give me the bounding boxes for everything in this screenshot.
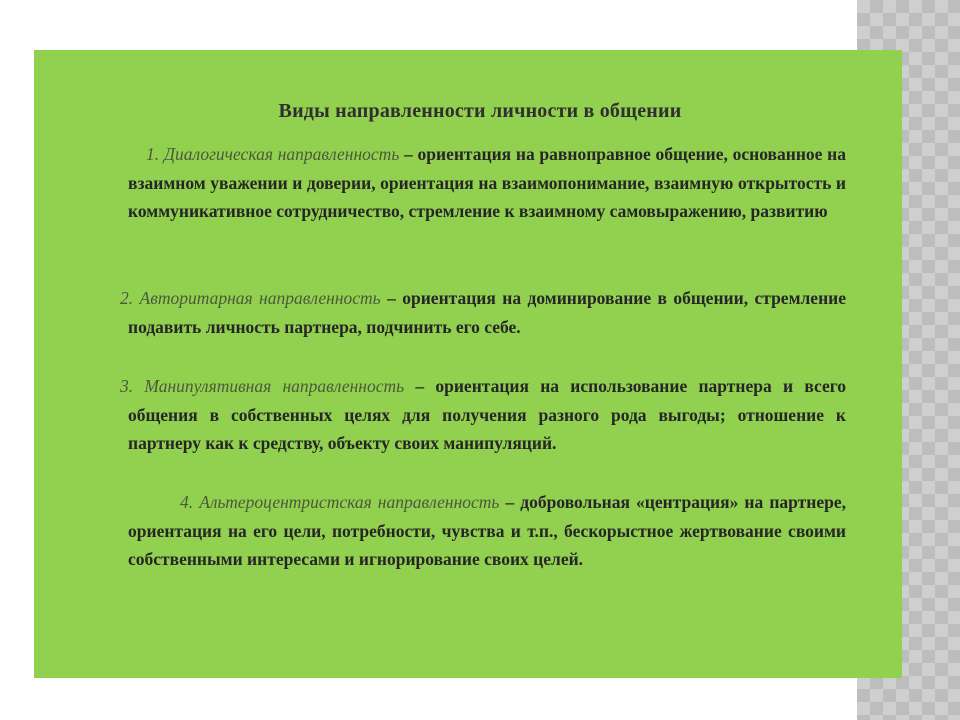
list-item-manipulative	[120, 372, 846, 458]
item-text: – ориентация на равноправное общение, основанное на взаимном уважении и доверии, ориентация на взаимопонимание, взаимную открытость и коммуникативное сотрудничество, стремление к взаимному самовыражению, развитию	[128, 144, 847, 221]
slide-title: Виды направленности личности в общении	[278, 100, 682, 122]
item-text: – ориентация на использование партнера и всего общения в собственных целях для получения разного рода выгоды; отношение к партнеру как к средству, объекту своих манипуляций.	[128, 376, 846, 453]
item-term: 3. Манипулятивная направленность	[120, 376, 405, 396]
item-term: 2. Авторитарная направленность	[120, 288, 381, 308]
item-text: – ориентация на доминирование в общении, стремление подавить личность партнера, подчинить его себе.	[128, 288, 847, 337]
list-item-altercentric	[128, 488, 846, 574]
list-item-authoritarian	[120, 284, 847, 341]
item-term: 4. Альтероцентристская направленность	[180, 492, 500, 512]
item-text: – добровольная «центрация» на партнере, ориентация на его цели, потребности, чувства и т.п., бескорыстное жертвование своими собственными интересами и игнорирование своих целей.	[128, 492, 846, 569]
item-term: 1. Диалогическая направленность	[146, 144, 400, 164]
list-item-dialogic	[128, 140, 846, 226]
